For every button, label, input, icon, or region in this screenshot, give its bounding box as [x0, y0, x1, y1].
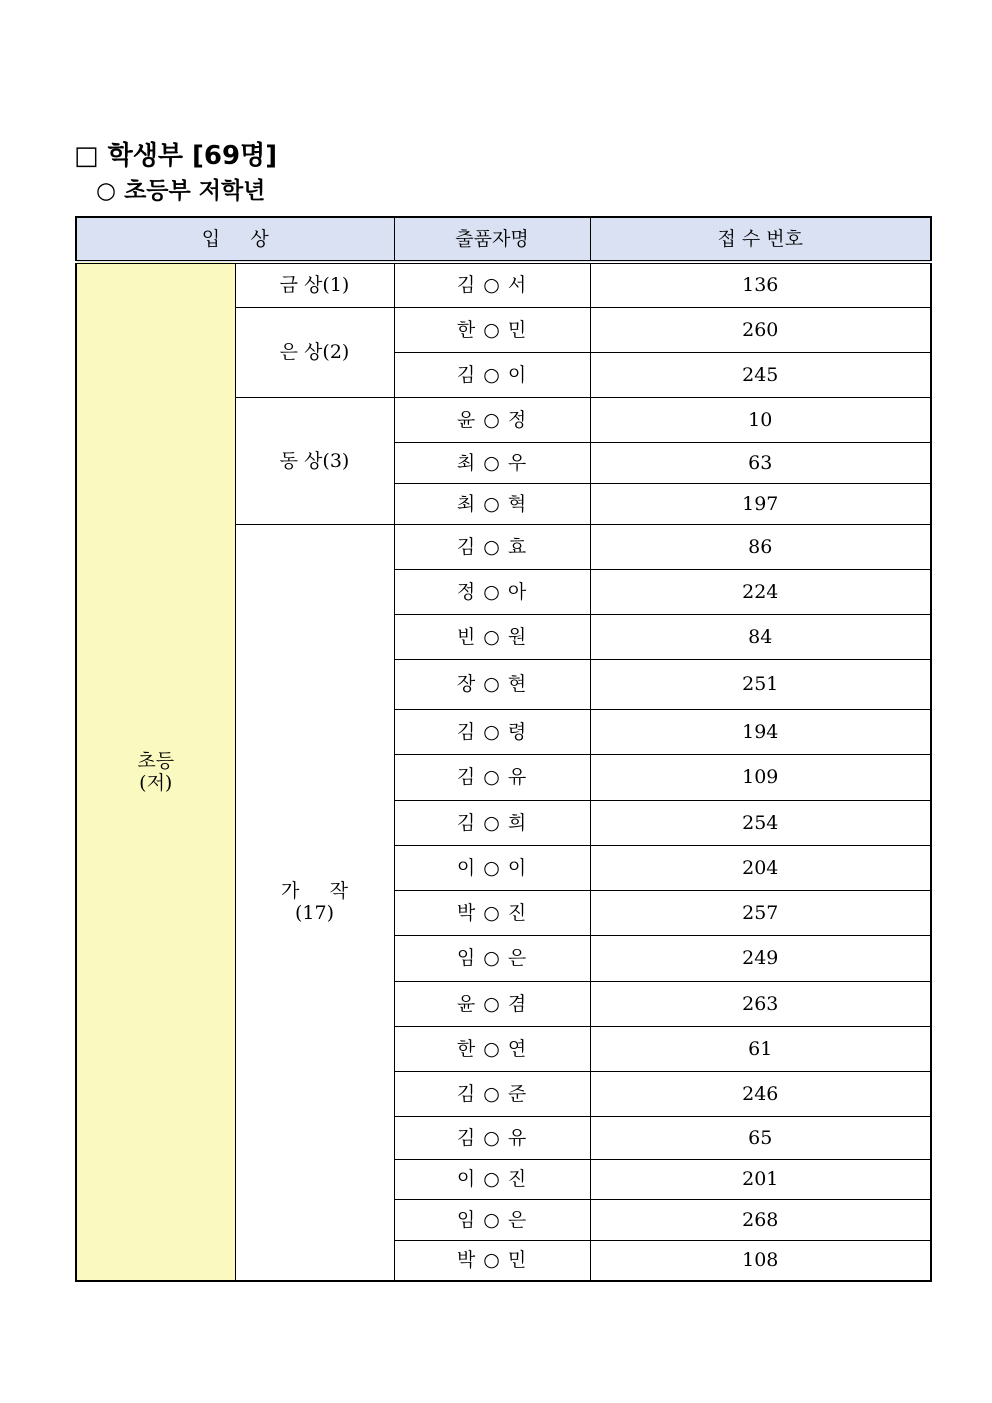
- entrant-name-cell: 이 ○ 진: [394, 1159, 590, 1199]
- award-level-cell: [235, 524, 394, 1281]
- entrant-name-cell: 김 ○ 서: [394, 262, 590, 307]
- entrant-name-cell: 한 ○ 연: [394, 1026, 590, 1071]
- award-level-cell: [235, 397, 394, 524]
- table-body: [76, 262, 931, 1281]
- entrant-name-cell: 윤 ○ 겸: [394, 981, 590, 1026]
- receipt-number-cell: 84: [590, 614, 931, 659]
- entrant-name-cell: 정 ○ 아: [394, 569, 590, 614]
- award-level-label: 가 작: [281, 880, 348, 903]
- receipt-number-cell: 86: [590, 524, 931, 569]
- receipt-number-cell: 201: [590, 1159, 931, 1199]
- table-header-row: [76, 217, 931, 262]
- receipt-number-cell: 136: [590, 262, 931, 307]
- entrant-name-cell: 장 ○ 현: [394, 659, 590, 709]
- entrant-name-cell: 김 ○ 유: [394, 1116, 590, 1159]
- award-level-label: 금 상(1): [279, 274, 350, 297]
- receipt-number-cell: 65: [590, 1116, 931, 1159]
- award-level-label: 동 상(3): [279, 449, 350, 472]
- section-heading: □ 학생부 [69명]: [74, 141, 278, 171]
- receipt-number-cell: 194: [590, 709, 931, 754]
- entrant-name-cell: 김 ○ 희: [394, 800, 590, 845]
- entrant-name-cell: 김 ○ 이: [394, 352, 590, 397]
- receipt-number-cell: 246: [590, 1071, 931, 1116]
- entrant-name-cell: 임 ○ 은: [394, 935, 590, 981]
- receipt-number-cell: 251: [590, 659, 931, 709]
- entrant-name-cell: 빈 ○ 원: [394, 614, 590, 659]
- category-cell: [76, 262, 235, 1281]
- award-level-cell: [235, 262, 394, 307]
- receipt-number-cell: 245: [590, 352, 931, 397]
- receipt-number-cell: 257: [590, 890, 931, 935]
- entrant-name-cell: 윤 ○ 정: [394, 397, 590, 442]
- subsection-heading: ○ 초등부 저학년: [96, 178, 266, 204]
- header-name: 출품자명: [394, 217, 590, 262]
- receipt-number-cell: 263: [590, 981, 931, 1026]
- receipt-number-cell: 197: [590, 483, 931, 524]
- award-count-label: (17): [294, 902, 334, 925]
- header-award: 입 상: [76, 217, 394, 262]
- entrant-name-cell: 최 ○ 우: [394, 442, 590, 483]
- receipt-number-cell: 63: [590, 442, 931, 483]
- entrant-name-cell: 김 ○ 령: [394, 709, 590, 754]
- receipt-number-cell: 249: [590, 935, 931, 981]
- receipt-number-cell: 224: [590, 569, 931, 614]
- category-label: 초등: [137, 750, 175, 772]
- entrant-name-cell: 최 ○ 혁: [394, 483, 590, 524]
- entrant-name-cell: 박 ○ 진: [394, 890, 590, 935]
- receipt-number-cell: 268: [590, 1199, 931, 1240]
- award-table: [75, 216, 932, 1282]
- table-row: [76, 262, 931, 307]
- receipt-number-cell: 109: [590, 754, 931, 800]
- receipt-number-cell: 260: [590, 307, 931, 352]
- header-receipt-number: 접 수 번호: [590, 217, 931, 262]
- award-level-cell: [235, 307, 394, 397]
- receipt-number-cell: 61: [590, 1026, 931, 1071]
- receipt-number-cell: 10: [590, 397, 931, 442]
- receipt-number-cell: 254: [590, 800, 931, 845]
- entrant-name-cell: 임 ○ 은: [394, 1199, 590, 1240]
- entrant-name-cell: 한 ○ 민: [394, 307, 590, 352]
- receipt-number-cell: 108: [590, 1240, 931, 1281]
- category-sublabel: (저): [139, 772, 173, 794]
- receipt-number-cell: 204: [590, 845, 931, 890]
- entrant-name-cell: 김 ○ 준: [394, 1071, 590, 1116]
- award-level-label: 은 상(2): [279, 341, 350, 363]
- entrant-name-cell: 김 ○ 효: [394, 524, 590, 569]
- entrant-name-cell: 이 ○ 이: [394, 845, 590, 890]
- entrant-name-cell: 박 ○ 민: [394, 1240, 590, 1281]
- entrant-name-cell: 김 ○ 유: [394, 754, 590, 800]
